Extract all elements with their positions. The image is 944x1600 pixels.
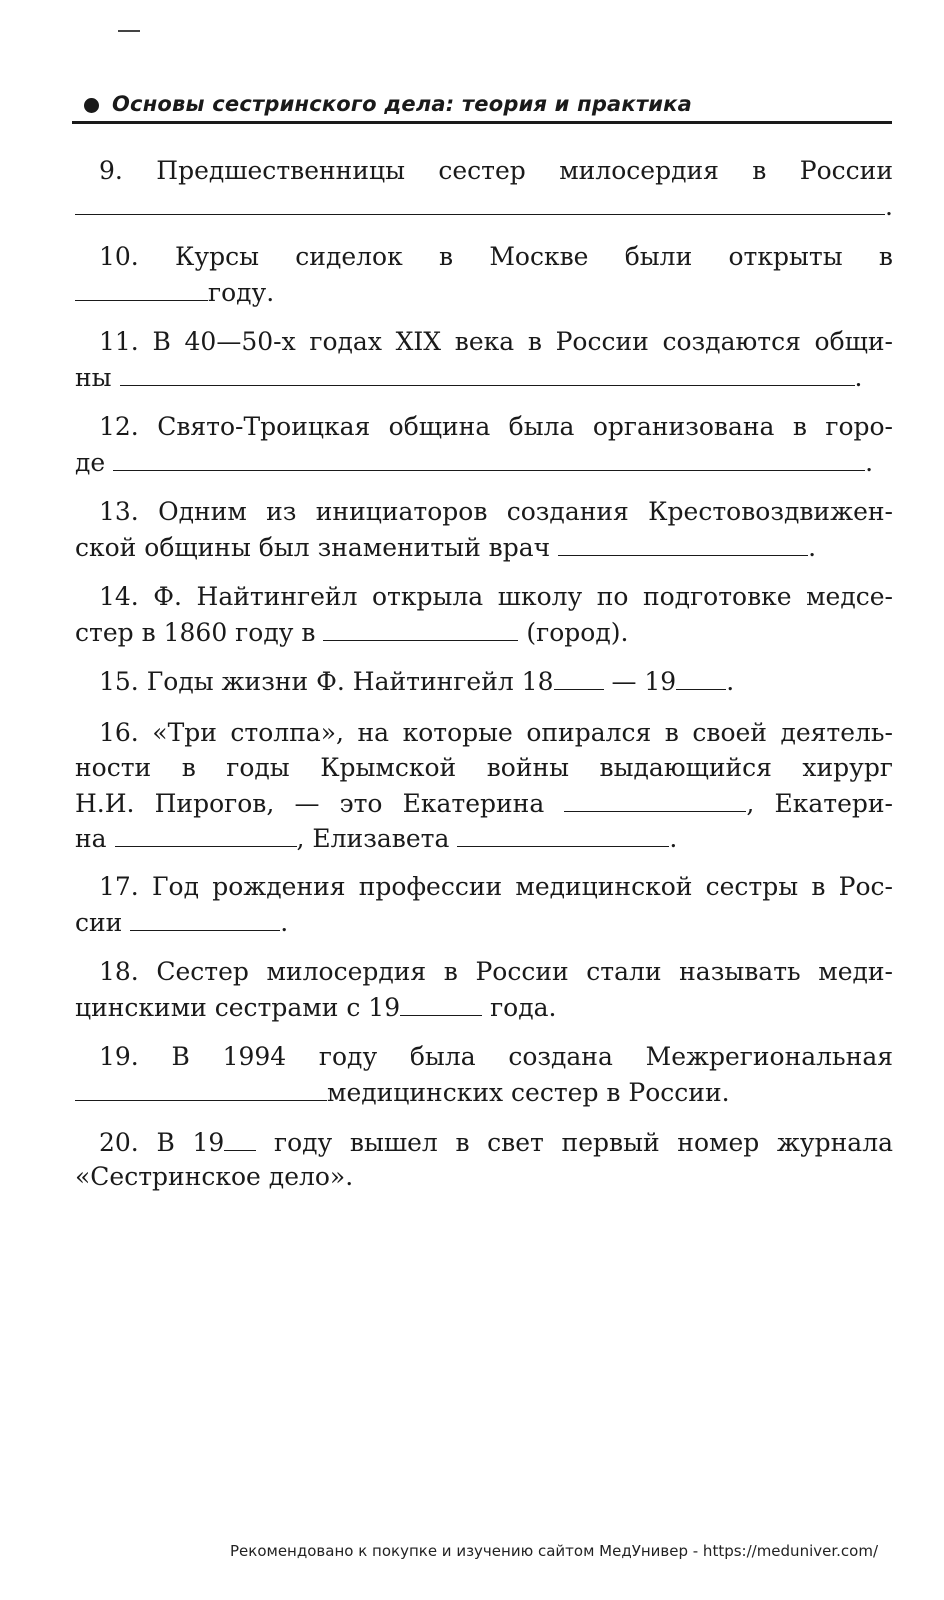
header-title: Основы сестринского дела: теория и практика	[112, 92, 692, 116]
question-12: 12. Свято-Троицкая община была организована в горо- де .	[75, 412, 893, 477]
question-20: 20. В 19 году вышел в свет первый номер журнала «Сестринское дело».	[75, 1124, 893, 1194]
bullet-icon	[84, 98, 99, 113]
answer-blank[interactable]	[113, 444, 865, 471]
answer-blank[interactable]	[554, 663, 604, 690]
answer-blank[interactable]	[130, 904, 280, 931]
footer-note: Рекомендовано к покупке и изучению сайтом МедУнивер - https://meduniver.com/	[230, 1542, 878, 1560]
question-19: 19. В 1994 году была создана Межрегиональная медицинских сестер в России.	[75, 1039, 893, 1109]
scan-mark	[118, 30, 140, 32]
question-13: 13. Одним из инициаторов создания Крестовоздвижен- ской общины был знаменитый врач .	[75, 497, 893, 562]
answer-blank[interactable]	[457, 820, 669, 847]
answer-blank[interactable]	[224, 1124, 256, 1151]
question-11: 11. В 40—50-х годах XIX века в России создаются общи- ны .	[75, 327, 893, 392]
answer-blank[interactable]	[75, 188, 885, 215]
question-14: 14. Ф. Найтингейл открыла школу по подготовке медсе- стер в 1860 году в (город).	[75, 582, 893, 647]
answer-blank[interactable]	[676, 663, 726, 690]
answer-blank[interactable]	[120, 359, 855, 386]
answer-blank[interactable]	[323, 614, 518, 641]
question-10: 10. Курсы сиделок в Москве были открыты в году.	[75, 239, 893, 309]
answer-blank[interactable]	[75, 274, 208, 301]
question-16: 16. «Три столпа», на которые опирался в своей деятель- ности в годы Крымской войны выдающийся хирург Н.И. Пирогов, — это Екатерина , Екатери- на , Елизавета .	[75, 718, 893, 853]
answer-blank[interactable]	[564, 785, 746, 812]
question-15: 15. Годы жизни Ф. Найтингейл 18 — 19 .	[75, 663, 893, 698]
running-header	[72, 90, 892, 124]
answer-blank[interactable]	[75, 1074, 327, 1101]
answer-blank[interactable]	[558, 529, 808, 556]
question-17: 17. Год рождения профессии медицинской сестры в Рос- сии .	[75, 872, 893, 937]
answer-blank[interactable]	[115, 820, 297, 847]
question-18: 18. Сестер милосердия в России стали называть меди- цинскими сестрами с 19 года.	[75, 957, 893, 1022]
question-9: 9. Предшественницы сестер милосердия в России .	[75, 153, 893, 223]
answer-blank[interactable]	[400, 989, 482, 1016]
